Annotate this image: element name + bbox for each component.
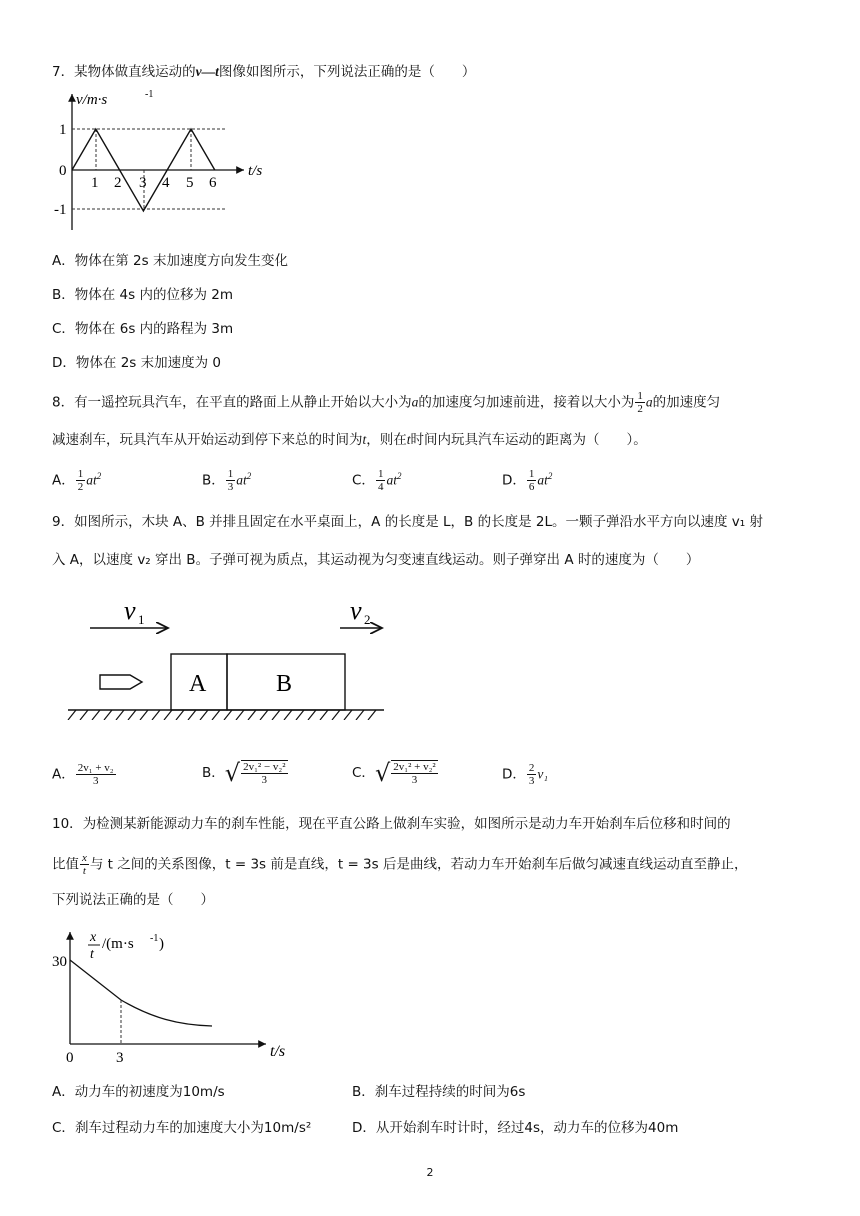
q7-option-a[interactable]: A．物体在第 2s 末加速度方向发生变化 (52, 253, 288, 269)
q7-vt-graph (52, 88, 282, 236)
q10-stem-line1: 10．为检测某新能源动力车的刹车性能，现在平直公路上做刹车实验，如图所示是动力车开始刹车后位移和时间的 (52, 816, 731, 832)
q7-y-label: v/m·s (76, 92, 108, 108)
q9-stem-line1: 9．如图所示，木块 A、B 并排且固定在水平桌面上，A 的长度是 L，B 的长度是 2L。一颗子弹沿水平方向以速度 v₁ 射 (52, 514, 763, 530)
q10-y-unit-end: ) (159, 936, 164, 952)
q7-ytick-1: 1 (59, 122, 67, 138)
q10-option-b[interactable]: B．刹车过程持续的时间为6s (352, 1084, 526, 1100)
q7-x-label: t/s (248, 163, 263, 179)
q9-option-c[interactable]: C．√ $\frac{\text{2v₁² + v₂²}}{3}$ (352, 759, 436, 787)
q9-bullet-figure (62, 596, 392, 720)
ground-hatching (68, 710, 376, 720)
q8-option-a[interactable]: A． $\frac{1}{2}$ $at^2$ (52, 468, 102, 493)
block-a-label: A (189, 671, 207, 697)
q10-xtick-3: 3 (116, 1050, 124, 1066)
v1-label: v (124, 596, 136, 625)
q7-xtick-1: 1 (91, 175, 99, 191)
q10-option-d[interactable]: D．从开始刹车时计时，经过4s，动力车的位移为40m (352, 1120, 679, 1136)
q9-option-a[interactable]: A． $\frac{\text{2v₁ + v₂}}{3}$ (52, 762, 114, 787)
q7-ytick-neg1: -1 (54, 202, 67, 218)
q8-stem-line2: 减速刹车，玩具汽车从开始运动到停下来总的时间为t，则在t时间内玩具汽车运动的距离为（ ）。 (52, 432, 647, 448)
q10-y-frac-d: t (90, 947, 94, 962)
q10-origin: 0 (66, 1050, 74, 1066)
bullet-shape (100, 675, 142, 689)
q7-ytick-0: 0 (59, 163, 67, 179)
q10-option-c[interactable]: C．刹车过程动力车的加速度大小为10m/s² (52, 1120, 312, 1136)
q10-xt-graph (52, 926, 302, 1066)
q8-option-c[interactable]: C． $\frac{1}{4}$ $at^2$ (352, 468, 402, 493)
q10-y-unit: /(m·s (102, 936, 134, 952)
q8-stem-line1: 8．有一遥控玩具汽车，在平直的路面上从静止开始以大小为a的加速度匀加速前进，接着以大小为 $\frac{1}{2}$ a的加速度匀 (52, 390, 721, 415)
v1-sub: 1 (138, 612, 145, 627)
q7-option-d[interactable]: D．物体在 2s 末加速度为 0 (52, 355, 221, 371)
q8-option-b[interactable]: B． $\frac{1}{3}$ $at^2$ (202, 468, 252, 493)
q10-y-frac-n: x (90, 930, 97, 945)
q7-xtick-6: 6 (209, 175, 217, 191)
v2-label: v (350, 596, 362, 625)
page-number: 2 (426, 1166, 434, 1179)
q9-option-b[interactable]: B．√ $\frac{\text{2v₁² − v₂²}}{3}$ (202, 759, 286, 787)
q7-option-c[interactable]: C．物体在 6s 内的路程为 3m (52, 321, 234, 337)
q9-stem-line2: 入 A，以速度 v₂ 穿出 B。子弹可视为质点，其运动视为匀变速直线运动。则子弹穿出 A 时的速度为（ ） (52, 552, 700, 568)
q10-x-label: t/s (270, 1043, 286, 1060)
q7-xtick-4: 4 (162, 175, 170, 191)
q8-option-d[interactable]: D． $\frac{1}{6}$ $at^2$ (502, 468, 553, 493)
q10-option-a[interactable]: A．动力车的初速度为10m/s (52, 1084, 225, 1100)
q9-option-d[interactable]: D． $\frac{2}{3}$ v₁ (502, 762, 549, 787)
q7-xtick-3: 3 (139, 175, 147, 191)
q7-xtick-5: 5 (186, 175, 194, 191)
q7-xtick-2: 2 (114, 175, 122, 191)
q7-option-b[interactable]: B．物体在 4s 内的位移为 2m (52, 287, 234, 303)
q10-ytick-30: 30 (52, 954, 67, 970)
q10-y-unit-sup: -1 (150, 933, 159, 944)
q7-stem: 7．某物体做直线运动的v—t图像如图所示，下列说法正确的是（ ） (52, 64, 476, 80)
v2-sub: 2 (364, 612, 371, 627)
block-b-label: B (276, 671, 293, 697)
q7-y-label-sup: -1 (145, 89, 154, 100)
q10-stem-line2: 比值 $\frac{x}{t}$ 与 t 之间的关系图像，t = 3s 前是直线，t = 3s 后是曲线，若动力车开始刹车后做匀减速直线运动直至静止， (52, 852, 748, 877)
q10-curve (70, 960, 212, 1026)
q10-stem-line3: 下列说法正确的是（ ） (52, 892, 214, 908)
